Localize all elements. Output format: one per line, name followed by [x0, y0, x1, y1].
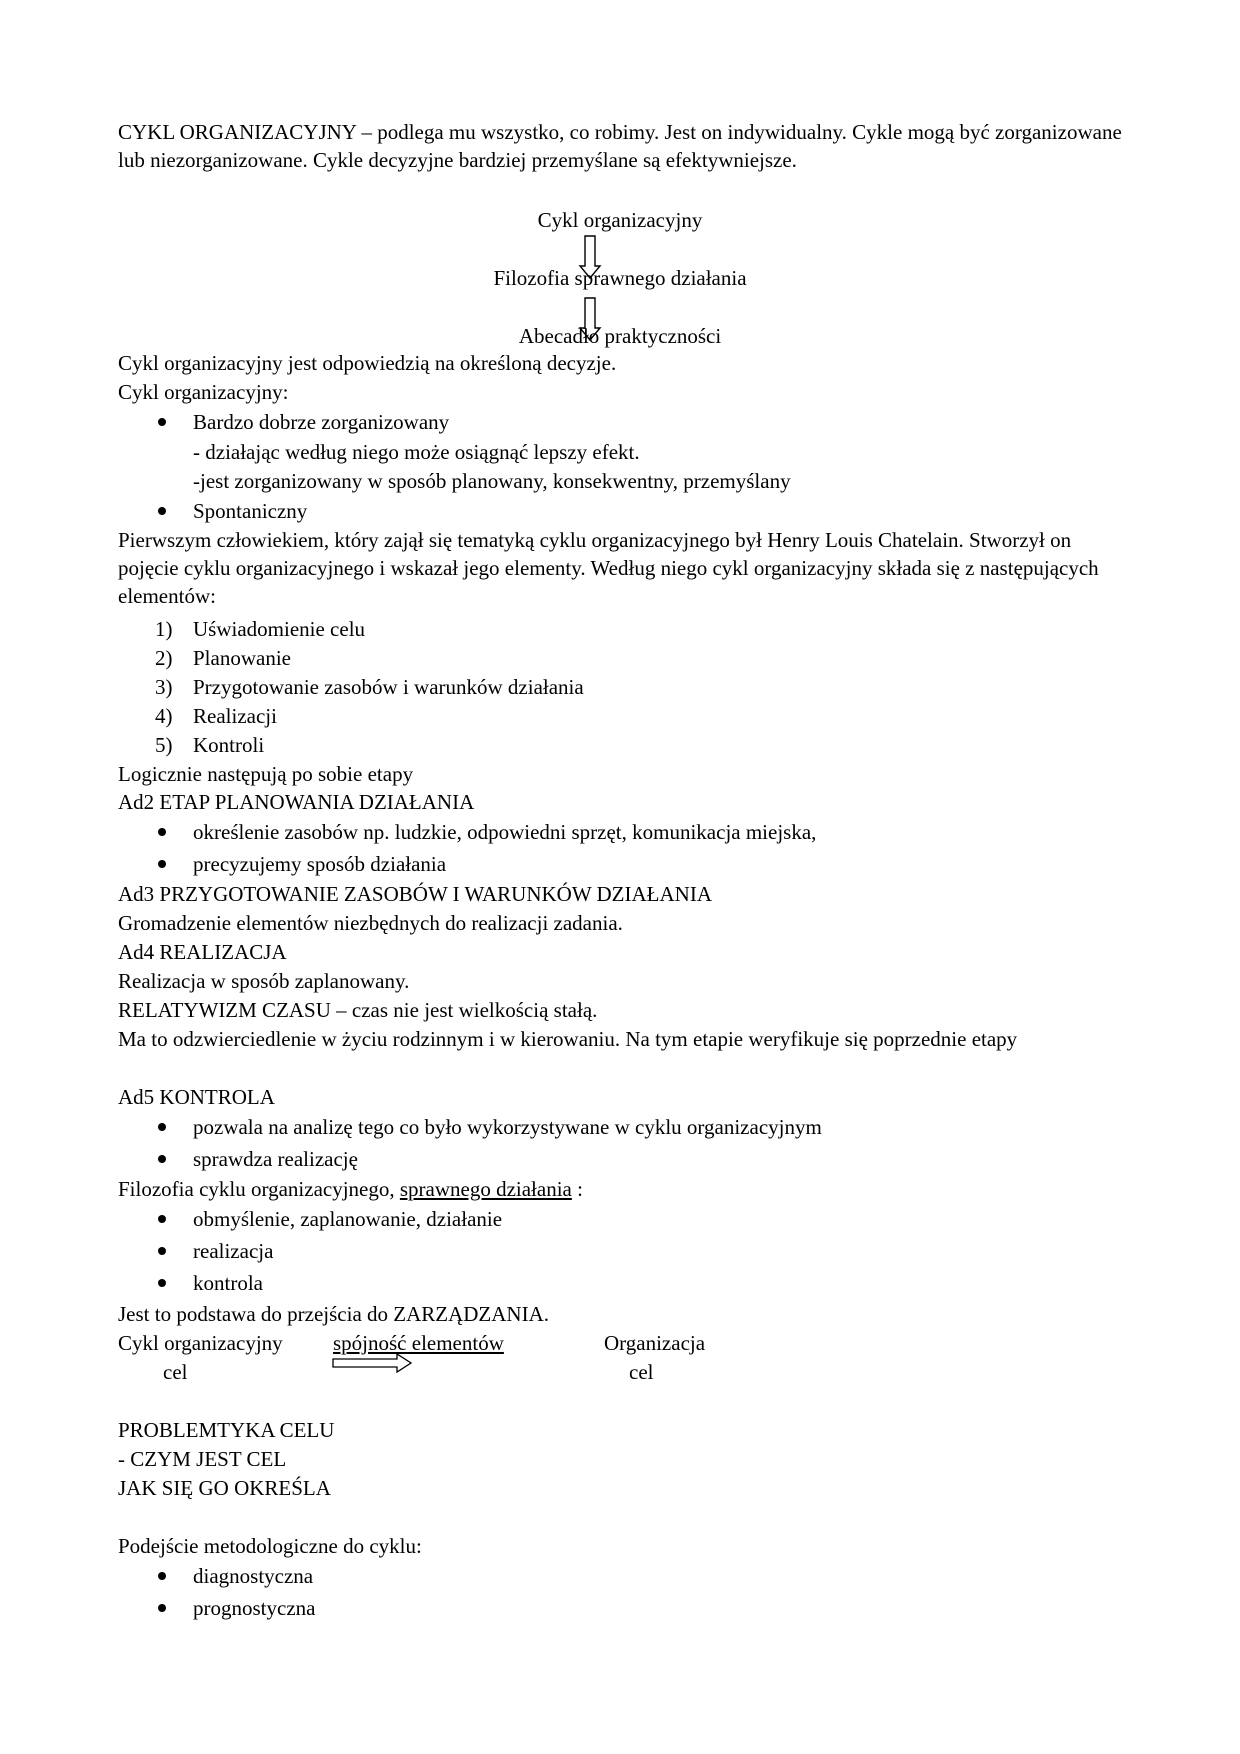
ad4-heading: Ad4 REALIZACJA — [118, 940, 287, 964]
list-item: diagnostyczna — [193, 1564, 314, 1588]
problem-line-2: - CZYM JEST CEL — [118, 1447, 287, 1471]
list-number: 1) — [155, 617, 173, 641]
bullet-dot — [158, 828, 166, 836]
sub-item: - działając według niego może osiągnąć lepszy efekt. — [193, 440, 640, 464]
bullet-dot — [158, 1572, 166, 1580]
list-item: prognostyczna — [193, 1596, 316, 1620]
bullet-dot — [158, 418, 166, 426]
list-item: Planowanie — [193, 646, 291, 670]
relatywizm-line: RELATYWIZM CZASU – czas nie jest wielkością stałą. — [118, 998, 598, 1022]
list-number: 3) — [155, 675, 173, 699]
list-item: określenie zasobów np. ludzkie, odpowiedni sprzęt, komunikacja miejska, — [193, 820, 817, 844]
list-item: precyzujemy sposób działania — [193, 852, 447, 876]
filozofia-prefix: Filozofia cyklu organizacyjnego, — [118, 1177, 395, 1201]
list-item: Realizacji — [193, 704, 277, 728]
problem-line-3: JAK SIĘ GO OKREŚLA — [118, 1476, 331, 1500]
flow-step-3: Abecadło praktyczności — [518, 324, 722, 348]
relation-right-sub: cel — [629, 1360, 654, 1384]
list-item: sprawdza realizację — [193, 1147, 358, 1171]
list-item: realizacja — [193, 1239, 274, 1263]
list-number: 5) — [155, 733, 173, 757]
list-number: 4) — [155, 704, 173, 728]
flow-step-1: Cykl organizacyjny — [537, 208, 703, 232]
bullet-dot — [158, 860, 166, 868]
ad4-text: Realizacja w sposób zaplanowany. — [118, 969, 410, 993]
list-item: Bardzo dobrze zorganizowany — [193, 410, 450, 434]
list-item: pozwala na analizę tego co było wykorzystywane w cyklu organizacyjnym — [193, 1115, 822, 1139]
filozofia-suffix: : — [577, 1177, 583, 1201]
sub-item: -jest zorganizowany w sposób planowany, konsekwentny, przemyślany — [193, 469, 791, 493]
answer-line: Cykl organizacyjny jest odpowiedzią na określoną decyzje. — [118, 351, 617, 375]
ad5-heading: Ad5 KONTROLA — [118, 1085, 275, 1109]
list-item: Uświadomienie celu — [193, 617, 366, 641]
relation-left: Cykl organizacyjny — [118, 1331, 283, 1355]
logic-line: Logicznie następują po sobie etapy — [118, 762, 414, 786]
bullet-dot — [158, 1247, 166, 1255]
filozofia-line — [118, 1175, 583, 1203]
bullet-dot — [158, 1604, 166, 1612]
filozofia-underlined: sprawnego działania — [399, 1177, 572, 1201]
odzwierciedlenie-paragraph: Ma to odzwierciedlenie w życiu rodzinnym i w kierowaniu. Na tym etapie weryfikuje się poprzednie etapy — [118, 1027, 1018, 1051]
cykl-label: Cykl organizacyjny: — [118, 380, 289, 404]
ad3-heading: Ad3 PRZYGOTOWANIE ZASOBÓW I WARUNKÓW DZIAŁANIA — [118, 882, 712, 906]
bullet-dot — [158, 1279, 166, 1287]
relation-middle: spójność elementów — [333, 1331, 504, 1355]
list-item: kontrola — [193, 1271, 263, 1295]
relation-right: Organizacja — [604, 1331, 706, 1355]
chatelain-paragraph: Pierwszym człowiekiem, który zajął się tematyką cyklu organizacyjnego był Henry Louis Chatelain. Stworzył on pojęcie cyklu organizacyjnego i wskazał jego elementy. Według niego cykl organizacyjny składa się z następujących elementów: — [118, 528, 1099, 608]
list-item: Kontroli — [193, 733, 265, 757]
relation-left-sub: cel — [163, 1360, 188, 1384]
bullet-dot — [158, 1215, 166, 1223]
list-item: obmyślenie, zaplanowanie, działanie — [193, 1207, 503, 1231]
list-item: Spontaniczny — [193, 499, 308, 523]
bullet-dot — [158, 1123, 166, 1131]
podejscie-heading: Podejście metodologiczne do cyklu: — [118, 1534, 422, 1558]
ad3-text: Gromadzenie elementów niezbędnych do realizacji zadania. — [118, 911, 623, 935]
podstawa-line: Jest to podstawa do przejścia do ZARZĄDZANIA. — [118, 1302, 549, 1326]
bullet-dot — [158, 1155, 166, 1163]
list-item: Przygotowanie zasobów i warunków działania — [193, 675, 584, 699]
bullet-dot — [158, 507, 166, 515]
list-number: 2) — [155, 646, 173, 670]
intro-paragraph: CYKL ORGANIZACYJNY – podlega mu wszystko, co robimy. Jest on indywidualny. Cykle mogą być zorganizowane lub niezorganizowane. Cykle decyzyjne bardziej przemyślane są efektywniejsze. — [118, 120, 1122, 172]
flow-step-2: Filozofia sprawnego działania — [493, 266, 747, 290]
ad2-heading: Ad2 ETAP PLANOWANIA DZIAŁANIA — [118, 790, 475, 814]
problem-heading: PROBLEMTYKA CELU — [118, 1418, 335, 1442]
right-arrow-icon — [333, 1354, 413, 1372]
